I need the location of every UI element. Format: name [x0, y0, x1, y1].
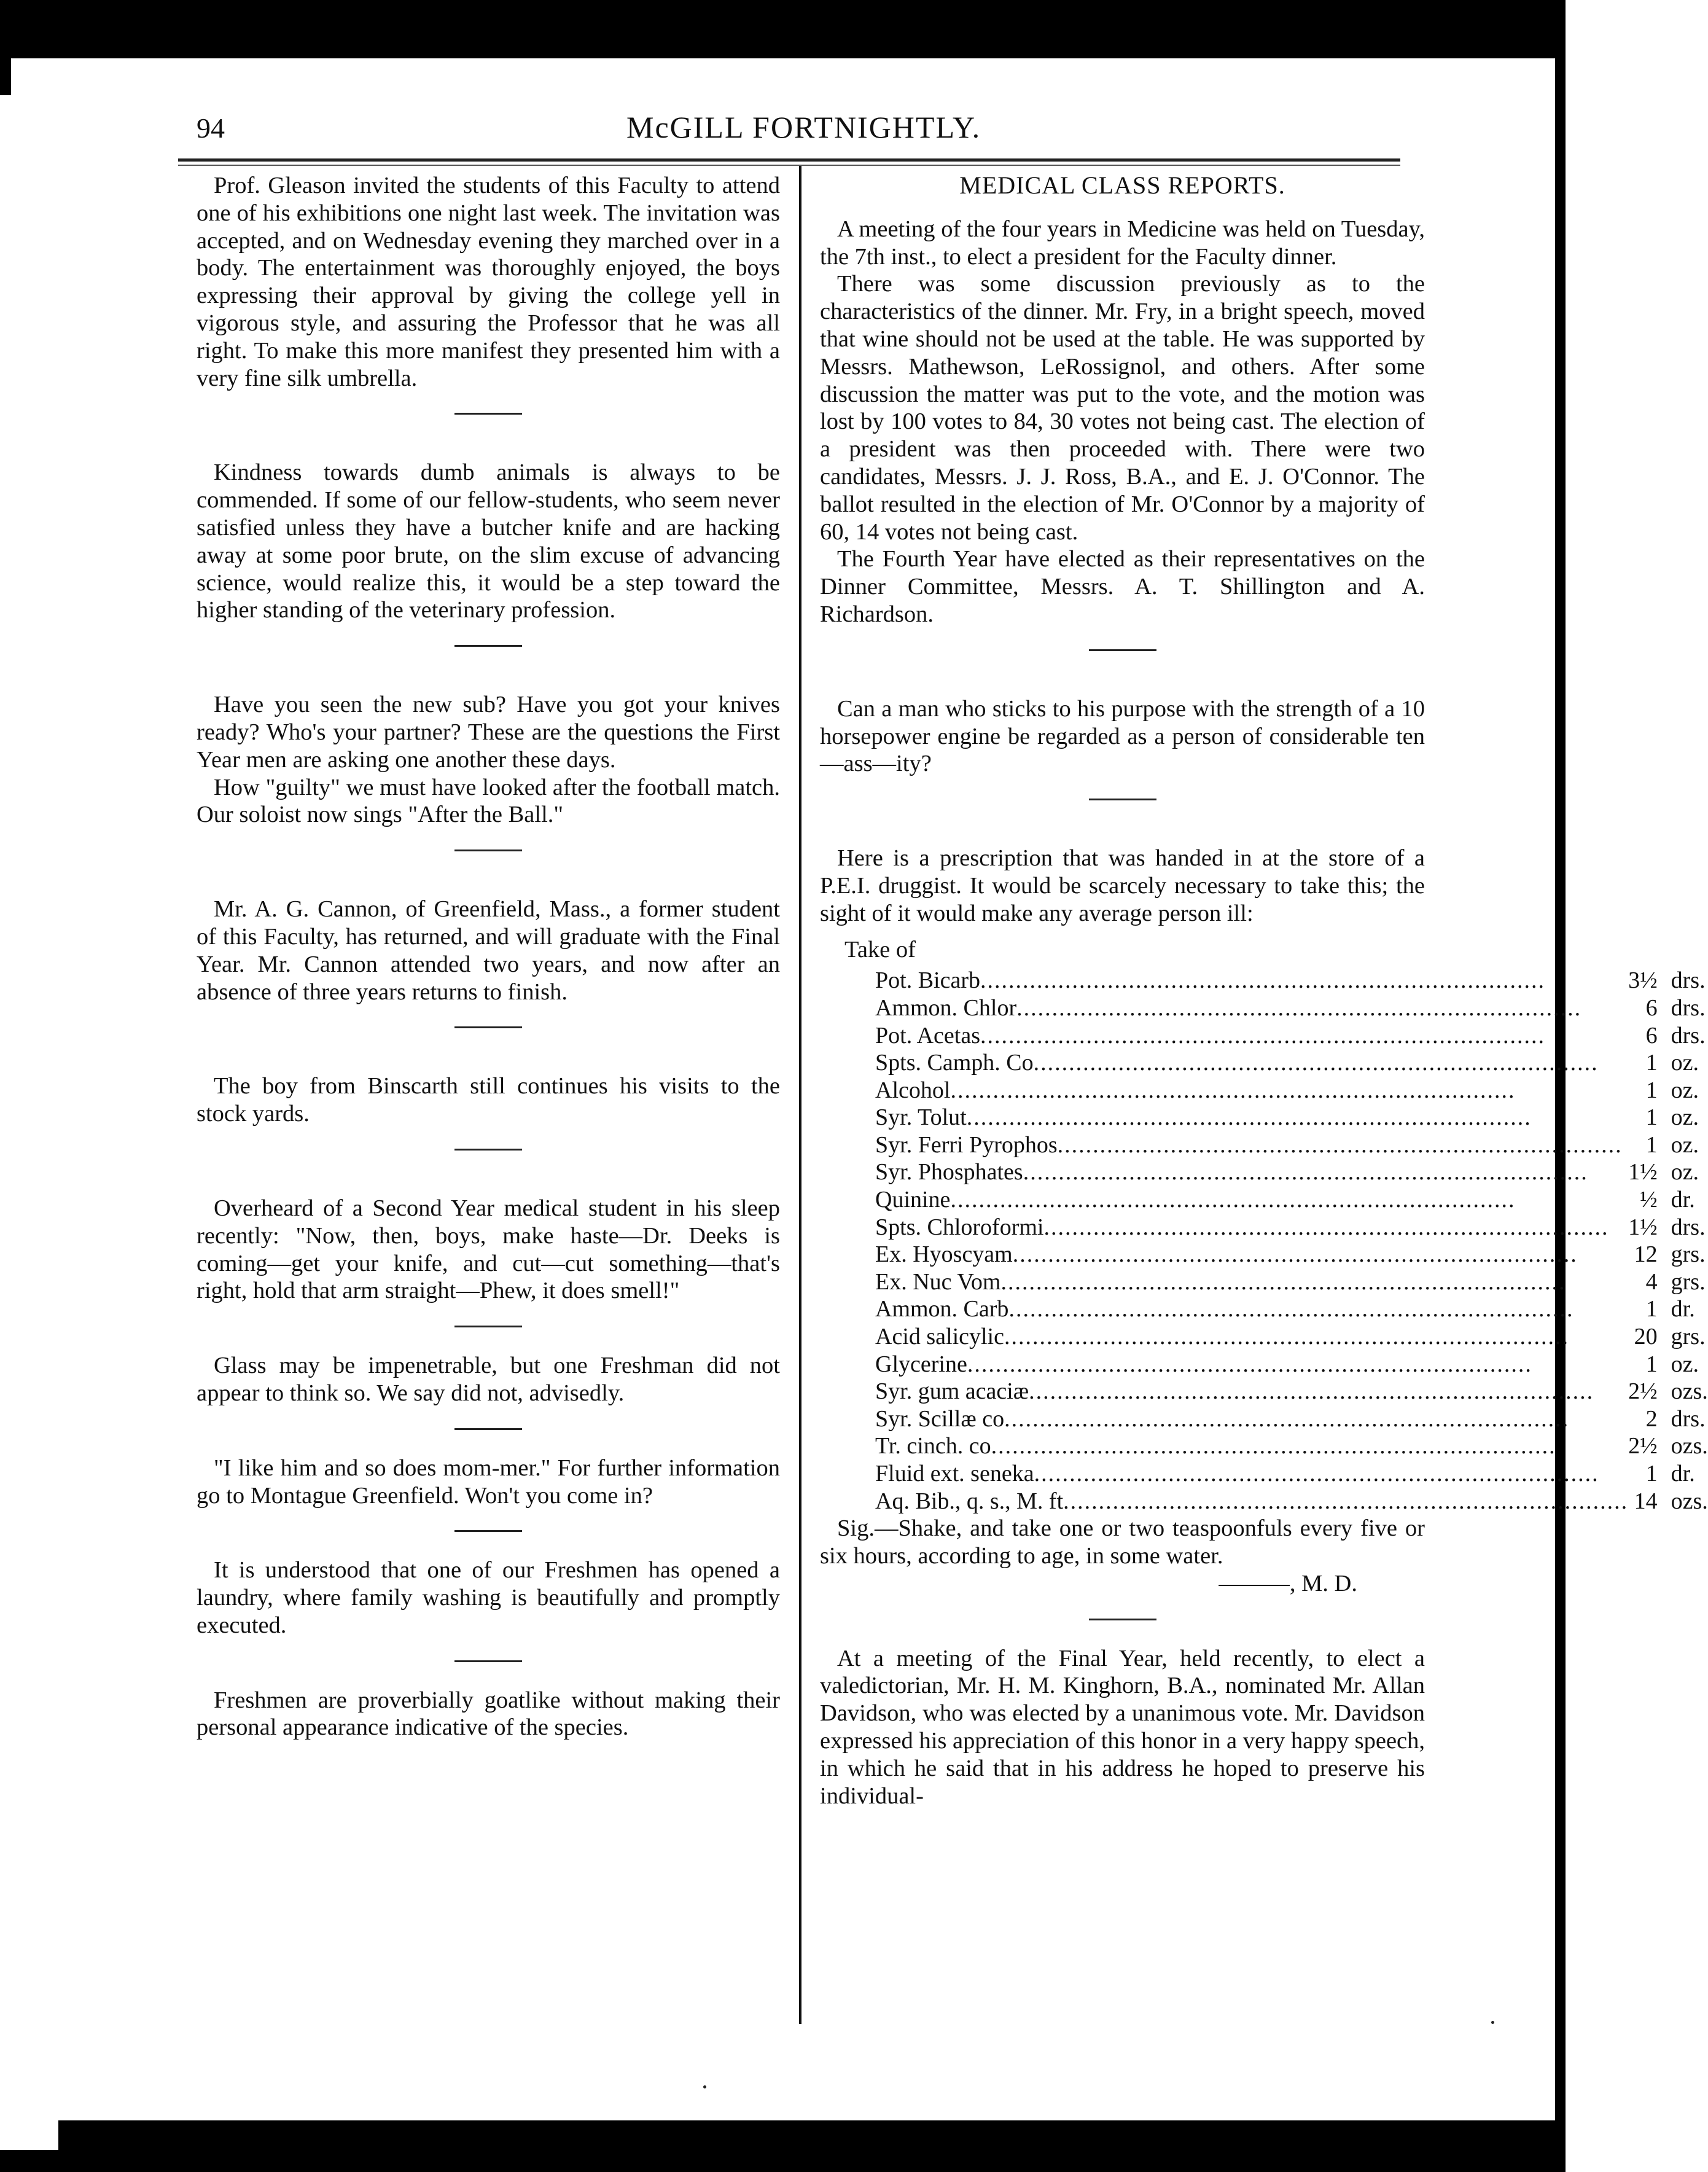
- leader-dots: ................................................................................: [1023, 1159, 1588, 1186]
- item-laundry: It is understood that one of our Freshmen has opened a laundry, where family washing is beautifully and promptly executed.: [197, 1557, 780, 1638]
- ingredient-unit: dr.: [1671, 1461, 1695, 1487]
- prescription-row: [875, 994, 1708, 1022]
- ingredient-unit: grs.: [1671, 1268, 1706, 1295]
- ingredient-quantity: 4: [1645, 1268, 1658, 1295]
- separator: [454, 1326, 522, 1327]
- stray-mark: [1491, 2021, 1494, 2024]
- ingredient-label: Ex. Nuc Vom: [875, 1268, 1001, 1295]
- leader-dots: ................................................................................: [1012, 1241, 1578, 1268]
- ingredient-name: [875, 1214, 1628, 1241]
- ingredient-quantity: 3½: [1628, 967, 1658, 994]
- item-kindness: Kindness towards dumb animals is always to be commended. If some of our fellow-students, who seem never satisfied unless they have a butcher knife and are hacking away at some poor brute, on the slim excuse of advancing science, would realize this, it would be a step toward the higher standing of the veterinary profession.: [197, 459, 780, 623]
- prescription-row: [875, 1077, 1708, 1104]
- prescription-row: [875, 1158, 1708, 1186]
- ingredient-name: [875, 1460, 1628, 1488]
- ingredient-unit: ozs.: [1671, 1488, 1708, 1514]
- ingredient-quantity: 2½: [1628, 1433, 1658, 1459]
- separator: [454, 1026, 522, 1028]
- ingredient-label: Spts. Camph. Co: [875, 1050, 1034, 1076]
- ingredient-unit: drs.: [1671, 967, 1706, 994]
- ingredient-quantity: 2½: [1628, 1378, 1658, 1405]
- item-gleason: Prof. Gleason invited the students of this Faculty to attend one of his exhibitions one night last week. The invitation was accepted, and on Wednesday evening they marched over in a body. The entertainment was thoroughly enjoyed, the boys expressing their approval by giving the college yell in vigorous style, and assuring the Professor that he was all right. To make this more manifest they presented him with a very fine silk umbrella.: [197, 173, 780, 391]
- ingredient-unit: oz.: [1671, 1159, 1699, 1186]
- section-title: MEDICAL CLASS REPORTS.: [959, 171, 1285, 199]
- ingredient-name: [875, 1241, 1628, 1268]
- leader-dots: ................................................................................: [967, 1351, 1532, 1377]
- take-of-label: Take of: [844, 936, 916, 963]
- ingredient-label: Ex. Hyoscyam: [875, 1241, 1013, 1268]
- ingredient-quantity: 6: [1645, 1022, 1658, 1049]
- header-rule-thin: [178, 165, 1400, 166]
- ingredient-name: [875, 1022, 1628, 1050]
- ingredient-name: [875, 1186, 1628, 1214]
- report-fourth-year: The Fourth Year have elected as their representatives on the Dinner Committee, Messrs. A. T. Shillington and A. Richardson.: [820, 546, 1425, 627]
- ingredient-unit: drs.: [1671, 1214, 1706, 1240]
- separator: [1089, 799, 1156, 800]
- prescription-row: [875, 1186, 1708, 1214]
- ingredient-quantity: 1: [1645, 1296, 1658, 1322]
- signature: ———, M. D.: [1219, 1570, 1357, 1596]
- leader-dots: ................................................................................: [980, 967, 1545, 994]
- prescription-row: [875, 1049, 1708, 1077]
- report-discussion: There was some discussion previously as to the characteristics of the dinner. Mr. Fry, in a bright speech, moved that wine should not be used at the table. He was supported by Messrs. Mathewson, LeRossignol, and others. After some discussion the matter was put to the vote, and the motion was lost by 100 votes to 84, 30 votes not being cast. The election of a president was then proceeded with. There were two candidates, Messrs. J. J. Ross, B.A., and E. J. O'Connor. The ballot resulted in the election of Mr. O'Connor by a majority of 60, 14 votes not being cast.: [820, 271, 1425, 545]
- riddle: Can a man who sticks to his purpose with the strength of a 10 horsepower engine be regarded as a person of considerable ten—ass—ity?: [820, 695, 1425, 777]
- report-valedictorian: At a meeting of the Final Year, held recently, to elect a valedictorian, Mr. H. M. Kinghorn, B.A., nominated Mr. Allan Davidson, who was elected by a unanimous vote. Mr. Davidson expressed his appreciation of this honor in a very happy speech, in which he said that in his address he hoped to preserve his individual-: [820, 1645, 1425, 1809]
- ingredient-quantity: 1: [1645, 1077, 1658, 1103]
- separator: [454, 1149, 522, 1150]
- item-mommer: "I like him and so does mom-mer." For further information go to Montague Greenfield. Won't you come in?: [197, 1455, 780, 1509]
- ingredient-unit: oz.: [1671, 1050, 1699, 1076]
- ingredient-unit: drs.: [1671, 1405, 1706, 1432]
- leader-dots: ................................................................................: [1034, 1461, 1599, 1487]
- separator: [454, 413, 522, 415]
- item-overheard: Overheard of a Second Year medical student in his sleep recently: "Now, then, boys, make haste—Dr. Deeks is coming—get your knife, and cut—cut something—that's right, hold that arm straight—Phew, it does smell!": [197, 1195, 780, 1304]
- ingredient-label: Fluid ext. seneka: [875, 1461, 1034, 1487]
- ingredient-quantity: 1: [1645, 1461, 1658, 1487]
- ingredient-label: Acid salicylic: [875, 1324, 1004, 1350]
- ingredient-unit: oz.: [1671, 1351, 1699, 1377]
- ingredient-unit: ozs.: [1671, 1433, 1708, 1459]
- ingredient-name: [875, 1158, 1628, 1186]
- ingredient-label: Aq. Bib., q. s., M. ft: [875, 1488, 1064, 1514]
- prescription-row: [875, 1432, 1708, 1460]
- ingredient-unit: drs.: [1671, 994, 1706, 1021]
- ingredient-quantity: 1: [1645, 1050, 1658, 1076]
- left-column: [197, 172, 780, 1741]
- right-column: [820, 171, 1708, 1810]
- ingredient-label: Syr. Phosphates: [875, 1159, 1023, 1186]
- prescription-row: [875, 1295, 1708, 1323]
- ingredient-name: [875, 1268, 1628, 1296]
- ingredient-label: Pot. Acetas: [875, 1022, 980, 1049]
- ingredient-label: Syr. Scillæ co: [875, 1405, 1005, 1432]
- prescription-intro: Here is a prescription that was handed in at the store of a P.E.I. druggist. It would be scarcely necessary to take this; the sight of it would make any average person ill:: [820, 845, 1425, 926]
- leader-dots: ................................................................................: [1029, 1378, 1594, 1405]
- ingredient-quantity: 2: [1645, 1405, 1658, 1432]
- ingredient-label: Quinine: [875, 1187, 951, 1213]
- prescription-row: [875, 1323, 1708, 1351]
- ingredient-name: [875, 1049, 1628, 1077]
- prescription-row: [875, 1268, 1708, 1296]
- item-goatlike: Freshmen are proverbially goatlike without making their personal appearance indicative of the species.: [197, 1687, 780, 1741]
- ingredient-quantity: 1: [1645, 1351, 1658, 1377]
- ingredient-label: Spts. Chloroformi: [875, 1214, 1044, 1240]
- ingredient-name: [875, 1351, 1628, 1378]
- separator: [1089, 649, 1156, 651]
- ingredient-quantity: 12: [1634, 1241, 1658, 1268]
- ingredient-name: [875, 994, 1628, 1022]
- separator: [454, 1660, 522, 1662]
- prescription-row: [875, 1131, 1708, 1159]
- item-guilty: How "guilty" we must have looked after the football match. Our soloist now sings "After the Ball.": [197, 774, 780, 828]
- ingredient-label: Pot. Bicarb: [875, 967, 980, 994]
- leader-dots: ................................................................................: [1033, 1050, 1599, 1076]
- prescription-row: [875, 1488, 1708, 1515]
- prescription-row: [875, 1214, 1708, 1241]
- leader-dots: ................................................................................: [1016, 994, 1582, 1021]
- ingredient-name: [875, 1131, 1628, 1159]
- ingredient-label: Glycerine: [875, 1351, 967, 1377]
- leader-dots: ................................................................................: [991, 1433, 1556, 1459]
- leader-dots: ................................................................................: [1004, 1324, 1569, 1350]
- ingredient-quantity: 14: [1634, 1488, 1658, 1514]
- leader-dots: ................................................................................: [1004, 1405, 1570, 1432]
- leader-dots: ................................................................................: [950, 1077, 1516, 1103]
- ingredient-name: [875, 967, 1628, 994]
- item-glass: Glass may be impenetrable, but one Freshman did not appear to think so. We say did not, advisedly.: [197, 1353, 780, 1406]
- prescription-row: [875, 1351, 1708, 1378]
- stray-mark: [703, 2085, 706, 2088]
- ingredient-quantity: 6: [1645, 994, 1658, 1021]
- prescription-row: [875, 1022, 1708, 1050]
- ingredient-name: [875, 1488, 1628, 1515]
- leader-dots: ................................................................................: [950, 1187, 1516, 1213]
- ingredient-unit: oz.: [1671, 1131, 1699, 1158]
- ingredient-name: [875, 1295, 1628, 1323]
- leader-dots: ................................................................................: [980, 1022, 1545, 1049]
- ingredient-label: Ammon. Carb: [875, 1296, 1009, 1322]
- ingredient-unit: grs.: [1671, 1324, 1706, 1350]
- leader-dots: ................................................................................: [1063, 1488, 1629, 1514]
- ingredient-quantity: 1: [1645, 1104, 1658, 1131]
- item-new-sub: Have you seen the new sub? Have you got your knives ready? Who's your partner? These are the questions the First Year men are asking one another these days.: [197, 692, 780, 773]
- ingredient-name: [875, 1432, 1628, 1460]
- ingredient-label: Syr. Tolut: [875, 1104, 967, 1131]
- ingredient-label: Syr. gum acaciæ: [875, 1378, 1029, 1405]
- ingredient-name: [875, 1378, 1628, 1405]
- prescription-row: [875, 967, 1708, 994]
- leader-dots: ................................................................................: [1000, 1268, 1566, 1295]
- separator: [454, 1428, 522, 1430]
- ingredient-quantity: 1½: [1628, 1214, 1658, 1240]
- page-number: 94: [197, 112, 225, 144]
- prescription-row: [875, 1378, 1708, 1405]
- ingredient-quantity: ½: [1640, 1187, 1658, 1213]
- ingredient-unit: dr.: [1671, 1187, 1695, 1213]
- header-rule: [178, 158, 1400, 162]
- column-divider: [799, 166, 801, 2024]
- ingredient-name: [875, 1104, 1628, 1131]
- scan-border-corner: [0, 2150, 58, 2172]
- scan-border-top: [0, 0, 1566, 58]
- leader-dots: ................................................................................: [966, 1104, 1532, 1131]
- ingredient-unit: drs.: [1671, 1022, 1706, 1049]
- prescription-row: [875, 1460, 1708, 1488]
- report-meeting: A meeting of the four years in Medicine was held on Tuesday, the 7th inst., to elect a president for the Faculty dinner.: [820, 216, 1425, 270]
- ingredient-unit: oz.: [1671, 1104, 1699, 1131]
- prescription-table: [875, 967, 1708, 1515]
- ingredient-name: [875, 1077, 1628, 1104]
- prescription-row: [875, 1241, 1708, 1268]
- ingredient-label: Tr. cinch. co: [875, 1433, 991, 1459]
- running-title: McGILL FORTNIGHTLY.: [626, 110, 981, 144]
- prescription-row: [875, 1104, 1708, 1131]
- separator: [1089, 1619, 1156, 1620]
- ingredient-label: Alcohol: [875, 1077, 951, 1103]
- leader-dots: ................................................................................: [1008, 1296, 1574, 1322]
- ingredient-label: Ammon. Chlor: [875, 994, 1017, 1021]
- separator: [454, 645, 522, 647]
- scan-border-bottom: [58, 2120, 1566, 2172]
- scan-border-left: [0, 58, 11, 95]
- prescription-row: [875, 1405, 1708, 1433]
- ingredient-unit: ozs.: [1671, 1378, 1708, 1405]
- ingredient-unit: grs.: [1671, 1241, 1706, 1268]
- separator: [454, 850, 522, 851]
- separator: [454, 1530, 522, 1532]
- ingredient-label: Syr. Ferri Pyrophos: [875, 1131, 1058, 1158]
- item-cannon: Mr. A. G. Cannon, of Greenfield, Mass., a former student of this Faculty, has returned, and will graduate with the Final Year. Mr. Cannon attended two years, and now after an absence of three years returns to finish.: [197, 896, 780, 1005]
- leader-dots: ................................................................................: [1043, 1214, 1609, 1240]
- page-header: [178, 104, 1400, 154]
- ingredient-unit: dr.: [1671, 1296, 1695, 1322]
- ingredient-unit: oz.: [1671, 1077, 1699, 1103]
- item-binscarth: The boy from Binscarth still continues his visits to the stock yards.: [197, 1073, 780, 1127]
- ingredient-name: [875, 1323, 1628, 1351]
- ingredient-quantity: 20: [1634, 1324, 1658, 1350]
- ingredient-name: [875, 1405, 1628, 1433]
- ingredient-quantity: 1: [1645, 1131, 1658, 1158]
- leader-dots: ................................................................................: [1057, 1131, 1623, 1158]
- prescription-sig: Sig.—Shake, and take one or two teaspoonfuls every five or six hours, according to age, in some water.: [820, 1515, 1425, 1569]
- ingredient-quantity: 1½: [1628, 1159, 1658, 1186]
